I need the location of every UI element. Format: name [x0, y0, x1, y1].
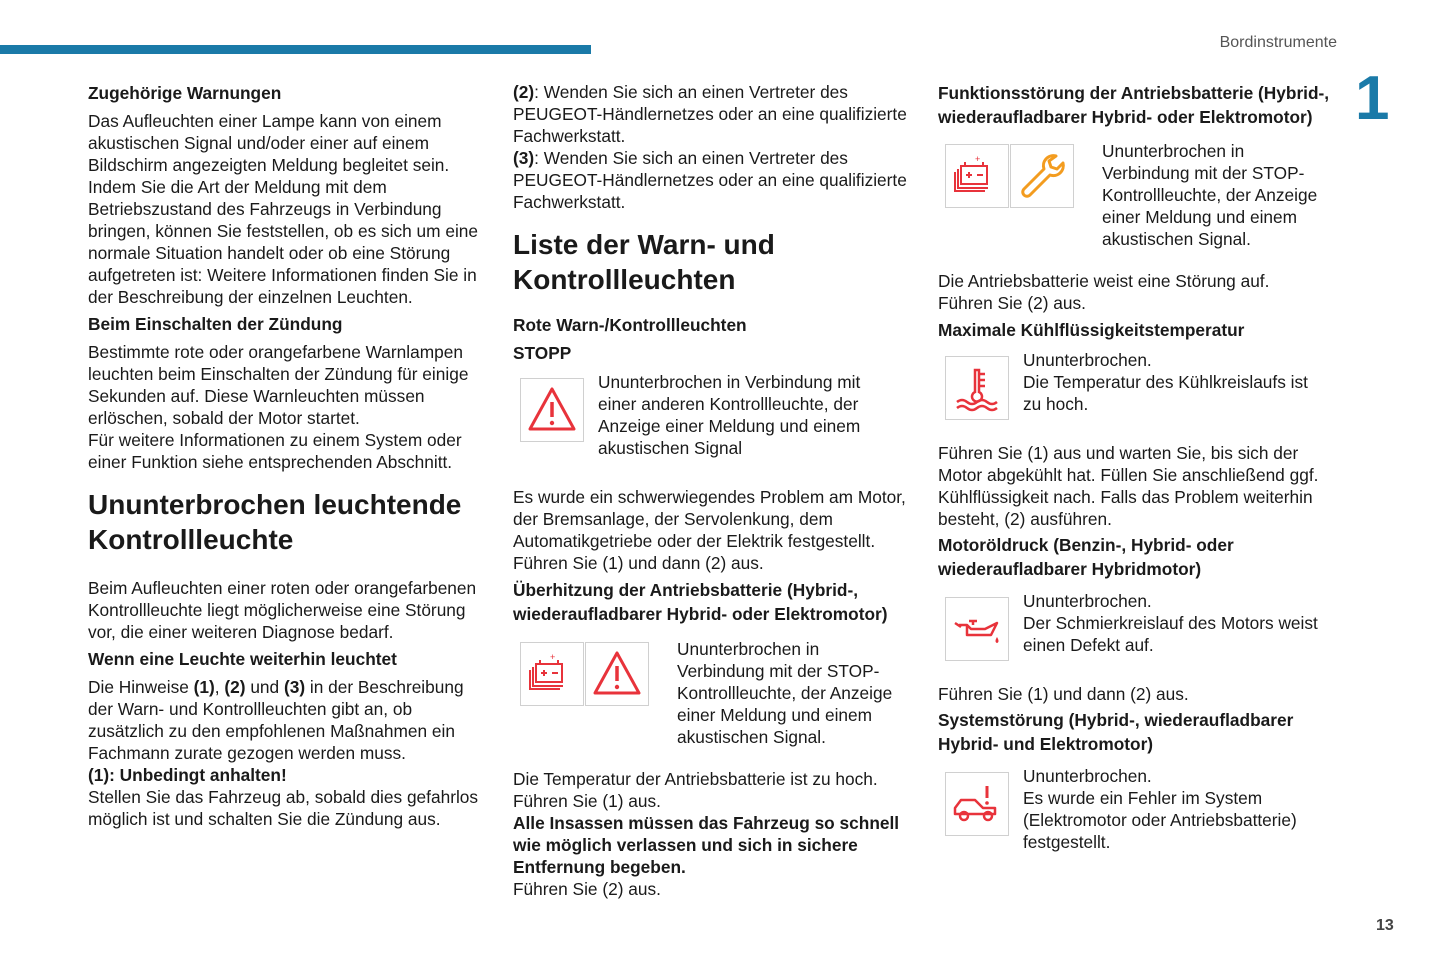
heading-battery-overheat: Überhitzung der Antriebsbatterie (Hybrid-, wiederaufladbarer Hybrid- oder Elektromotor)	[513, 580, 888, 624]
heading-related-warnings: Zugehörige Warnungen	[88, 83, 282, 103]
marker-2: (2)	[224, 677, 246, 697]
heading-red-lamps: Rote Warn-/Kontrollleuchten	[513, 315, 747, 335]
paragraph-overheat-1: Die Temperatur der Antriebsbatterie ist zu hoch.	[513, 769, 878, 789]
oil-desc-2: Der Schmierkreislauf des Motors weist einen Defekt auf.	[1023, 613, 1318, 655]
note-2: (2): Wenden Sie sich an einen Vertreter des PEUGEOT-Händlernetzes oder an eine qualifizierte Fachwerkstatt.	[513, 82, 907, 146]
header-accent-bar	[0, 45, 591, 54]
note-3: (3): Wenden Sie sich an einen Vertreter des PEUGEOT-Händlernetzes oder an eine qualifizierte Fachwerkstatt.	[513, 148, 907, 212]
oil-description	[1023, 590, 1328, 656]
paragraph-battery-fault-1: Die Antriebsbatterie weist eine Störung auf.	[938, 271, 1270, 291]
paragraph-related-warnings: Das Aufleuchten einer Lampe kann von einem akustischen Signal und/oder einer auf einem Bildschirm angezeigten Meldung begleitet sein. Indem Sie die Art der Meldung mit dem Betriebszustand des Fahrzeugs in Verbindung bringen, können Sie feststellen, ob es sich um eine normale Situation handelt oder ob eine Störung aufgetreten ist: Weitere Informationen finden Sie in der Beschreibung der einzelnen Leuchten.	[88, 111, 479, 307]
heading-ignition: Beim Einschalten der Zündung	[88, 314, 343, 334]
svg-text:+: +	[550, 652, 556, 662]
heading-oil-pressure: Motoröldruck (Benzin-, Hybrid- oder wiederaufladbarer Hybridmotor)	[938, 535, 1234, 579]
heading-coolant-temp: Maximale Kühlflüssigkeitstemperatur	[938, 320, 1245, 340]
paragraph-coolant: Führen Sie (1) aus und warten Sie, bis sich der Motor abgekühlt hat. Füllen Sie anschließend ggf. Kühlflüssigkeit nach. Falls das Problem weiterhin besteht, (2) ausführen.	[938, 443, 1319, 529]
coolant-desc-1: Ununterbrochen.	[1023, 350, 1152, 370]
paragraph-ignition-more: Für weitere Informationen zu einem System oder einer Funktion siehe entsprechenden Abschnitt.	[88, 430, 462, 472]
paragraph-lamp-still-on: Die Hinweise (1), (2) und (3) in der Beschreibung der Warn- und Kontrollleuchten gibt an, ob zusätzlich zu den empfohlenen Maßnahmen ein Fachmann zurate gezogen werden muss.	[88, 677, 464, 763]
column-middle	[513, 81, 913, 900]
stop-lamp-row	[513, 372, 913, 459]
battery-fault-icon-2	[945, 144, 1009, 208]
heading-system-fault: Systemstörung (Hybrid-, wiederaufladbarer Hybrid- und Elektromotor)	[938, 710, 1294, 754]
stop-immediately-text: Stellen Sie das Fahrzeug ab, sobald dies gefahrlos möglich ist und schalten Sie die Zündung aus.	[88, 787, 479, 829]
paragraph-oil: Führen Sie (1) und dann (2) aus.	[938, 684, 1189, 704]
section-title: Bordinstrumente	[1219, 34, 1337, 51]
oil-row	[938, 591, 1338, 661]
paragraph-stop: Es wurde ein schwerwiegendes Problem am Motor, der Bremsanlage, der Servolenkung, dem Automatikgetriebe oder der Elektrik festgestellt. Führen Sie (1) und dann (2) aus.	[513, 487, 906, 573]
coolant-temperature-icon	[945, 356, 1009, 420]
svg-text:+: +	[975, 154, 981, 164]
battery-fault-row	[938, 141, 1338, 250]
paragraph-ignition: Bestimmte rote oder orangefarbene Warnlampen leuchten beim Einschalten der Zündung für einige Sekunden auf. Diese Warnleuchten müssen erlöschen, sobald der Motor startet.	[88, 342, 469, 428]
marker-1: (1)	[193, 677, 215, 697]
marker-3: (3)	[283, 677, 306, 697]
paragraph-overheat-3: Führen Sie (2) aus.	[513, 879, 661, 899]
heading-continuous-lamp: Ununterbrochen leuchtende Kontrollleuchte	[88, 489, 462, 555]
paragraph-overheat-bold: Alle Insassen müssen das Fahrzeug so schnell wie möglich verlassen und sich in sichere Entfernung begeben.	[513, 813, 900, 877]
heading-warning-list: Liste der Warn- und Kontrollleuchten	[513, 229, 775, 295]
oil-pressure-icon	[945, 597, 1009, 661]
heading-stop: STOPP	[513, 343, 572, 363]
coolant-desc-2: Die Temperatur des Kühlkreislaufs ist zu hoch.	[1023, 372, 1308, 414]
paragraph-continuous-lamp: Beim Aufleuchten einer roten oder orangefarbenen Kontrollleuchte liegt möglicherweise eine Störung vor, die einer weiteren Diagnose bedarf.	[88, 578, 477, 642]
page-number: 13	[1376, 917, 1394, 934]
heading-lamp-still-on: Wenn eine Leuchte weiterhin leuchtet	[88, 649, 397, 669]
coolant-description	[1023, 349, 1328, 415]
system-fault-description	[1023, 765, 1328, 853]
column-left	[88, 81, 488, 830]
wrench-icon	[1010, 144, 1074, 208]
oil-desc-1: Ununterbrochen.	[1023, 591, 1152, 611]
system-fault-row	[938, 766, 1338, 853]
stop-warning-icon	[520, 378, 584, 442]
system-desc-2: Es wurde ein Fehler im System (Elektromotor oder Antriebsbatterie) festgestellt.	[1023, 788, 1297, 852]
coolant-row	[938, 350, 1338, 420]
paragraph-overheat-2: Führen Sie (1) aus.	[513, 791, 661, 811]
battery-overheat-description: Ununterbrochen in Verbindung mit der STOP-Kontrollleuchte, der Anzeige einer Meldung und einem akustischen Signal.	[677, 639, 893, 747]
system-fault-car-icon	[945, 772, 1009, 836]
battery-overheat-row	[513, 639, 913, 748]
column-right	[938, 81, 1338, 853]
system-desc-1: Ununterbrochen.	[1023, 766, 1152, 786]
battery-fault-icon	[520, 642, 584, 706]
stop-lamp-description: Ununterbrochen in Verbindung mit einer anderen Kontrollleuchte, der Anzeige einer Meldung und einem akustischen Signal	[598, 372, 861, 458]
heading-battery-fault: Funktionsstörung der Antriebsbatterie (Hybrid-, wiederaufladbarer Hybrid- oder Elektromotor)	[938, 83, 1330, 127]
chapter-number: 1	[1355, 64, 1390, 133]
paragraph-battery-fault-2: Führen Sie (2) aus.	[938, 293, 1086, 313]
stop-immediately-label: (1): Unbedingt anhalten!	[88, 765, 287, 785]
stop-warning-icon-2	[585, 642, 649, 706]
battery-fault-description: Ununterbrochen in Verbindung mit der STOP-Kontrollleuchte, der Anzeige einer Meldung und einem akustischen Signal.	[1102, 141, 1318, 249]
